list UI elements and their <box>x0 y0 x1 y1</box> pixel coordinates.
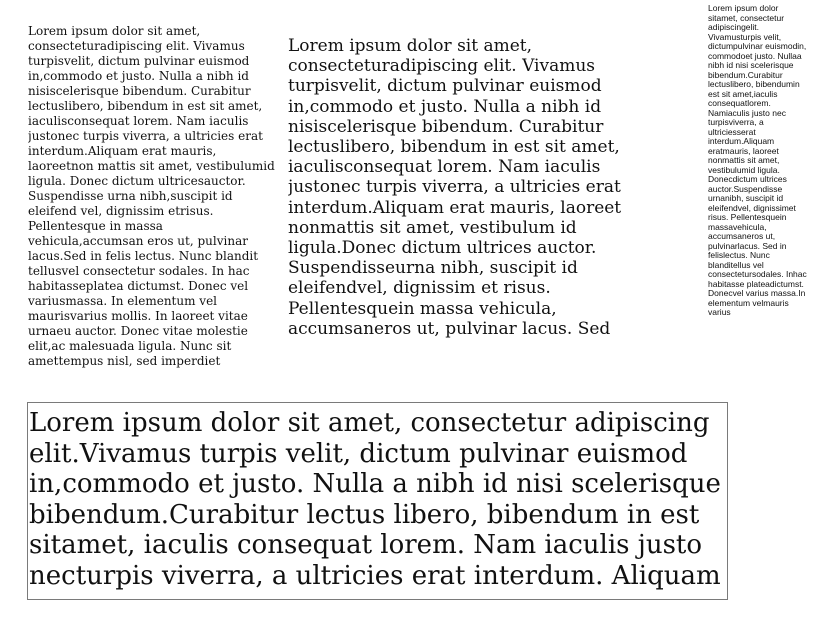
bordered-text-box <box>27 402 728 600</box>
bordered-box-text: Lorem ipsum dolor sit amet, consectetur adipiscing elit.Vivamus turpis velit, dictum pulvinar euismod in,commodo et justo. Nulla a nibh id nisi scelerisque bibendum.Curabitur lectus libero, bibendum in est sitamet, iaculis consequat lorem. Nam iaculis justo necturpis viverra, a ultricies erat interdum. Aliquam <box>29 408 721 591</box>
text-column-tiny: Lorem ipsum dolor sitamet, consectetur adipiscingelit. Vivamusturpis velit, dictumpulvinar euismodin, commodoet justo. Nullaa nibh id nisi scelerisque bibendum.Curabitur lectuslibero, bibendumin est sit amet,iaculis consequatlorem. Namiaculis justo nec turpisviverra, a ultriciesserat interdum.Aliquam eratmauris, laoreet nonmattis sit amet, vestibulumid ligula. Donecdictum ultrices auctor.Suspendisse urnanibh, suscipit id eleifendvel, dignissimet risus. Pellentesquein massavehicula, accumsaneros ut, pulvinarlacus. Sed in felislectus. Nunc blanditellus vel consectetursodales. Inhac habitasse plateadictumst. Donecvel varius massa.In elementum velmauris varius <box>708 4 807 317</box>
text-column-small: Lorem ipsum dolor sit amet, consecteturadipiscing elit. Vivamus turpisvelit, dictum pulvinar euismod in,commodo et justo. Nulla a nibh id nisiscelerisque bibendum. Curabitur lectuslibero, bibendum in est sit amet, iaculisconsequat lorem. Nam iaculis justonec turpis viverra, a ultricies erat interdum.Aliquam erat mauris, laoreetnon mattis sit amet, vestibulumid ligula. Donec dictum ultricesauctor. Suspendisse urna nibh,suscipit id eleifend vel, dignissim etrisus. Pellentesque in massa vehicula,accumsan eros ut, pulvinar lacus.Sed in felis lectus. Nunc blandit tellusvel consectetur sodales. In hac habitasseplatea dictumst. Donec vel variusmassa. In elementum vel maurisvarius mollis. In laoreet vitae urnaeu auctor. Donec vitae molestie elit,ac malesuada ligula. Nunc sit amettempus nisl, sed imperdiet <box>28 24 275 368</box>
text-column-medium: Lorem ipsum dolor sit amet, consecteturadipiscing elit. Vivamus turpisvelit, dictum pulvinar euismod in,commodo et justo. Nulla a nibh id nisiscelerisque bibendum. Curabitur lectuslibero, bibendum in est sit amet, iaculisconsequat lorem. Nam iaculis justonec turpis viverra, a ultricies erat interdum.Aliquam erat mauris, laoreet nonmattis sit amet, vestibulum id ligula.Donec dictum ultrices auctor. Suspendisseurna nibh, suscipit id eleifendvel, dignissim et risus. Pellentesquein massa vehicula, accumsaneros ut, pulvinar lacus. Sed <box>288 36 622 339</box>
